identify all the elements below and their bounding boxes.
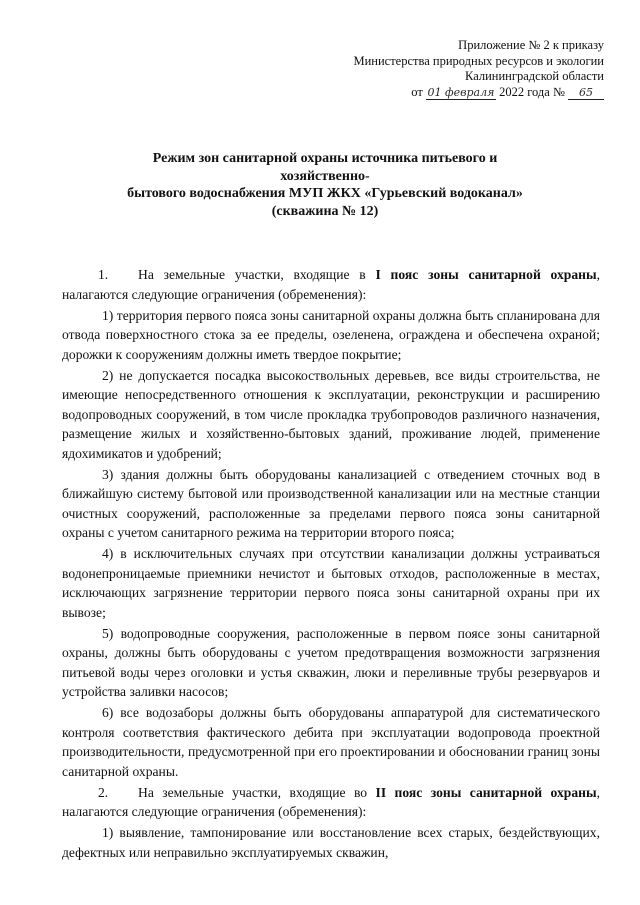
belt-2-emphasis: II пояс зоны санитарной охраны [375,784,597,800]
section-2-intro [62,783,600,822]
restriction-item: 3) здания должны быть оборудованы канализацией с отведением сточных вод в ближайшую систему бытовой или производственной канализации или на местные станции очистных сооружений, расположенные за пределами первого пояса зоны санитарной охраны с учетом санитарного режима на территории второго пояса; [62,466,600,540]
appendix-line: Приложение № 2 к приказу [458,38,604,52]
date-prefix: от [411,84,423,99]
region-line: Калининградской области [465,69,604,83]
order-date-line [304,85,604,101]
title-line: Режим зон санитарной охраны источника питьевого и хозяйственно- [152,151,498,184]
document-body [62,265,600,864]
section-text-start: На земельные участки, входящие во [138,784,376,800]
title-line: (скважина № 12) [271,203,379,219]
section-number: 2. [98,784,109,800]
section-number: 1. [98,267,109,282]
document-title [110,150,540,220]
section-text-end: , налагаются следующие ограничения (обременения): [62,784,600,819]
order-appendix-header [304,38,604,100]
section-1-intro [62,265,600,304]
title-line: бытового водоснабжения МУП ЖКХ «Гурьевский водоканал» [127,186,523,201]
ministry-line: Министерства природных ресурсов и экологии [353,53,604,68]
restriction-item: 6) все водозаборы должны быть оборудованы аппаратурой для систематического контроля соответствия фактического дебита при эксплуатации водопровода проектной производительности, предусмотренной при его проектировании и обосновании границ зоны санитарной охраны. [62,705,600,779]
belt-1-emphasis: I пояс зоны санитарной охраны [375,267,597,282]
section-text-end: , налагаются следующие ограничения (обременения): [62,267,600,302]
restriction-item: 4) в исключительных случаях при отсутствии канализации должны устраиваться водонепроницаемые приемники нечистот и бытовых отходов, расположенные в местах, исключающих загрязнение территории первого пояса зоны санитарной охраны при их вывозе; [62,546,600,620]
restriction-item: 2) не допускается посадка высокоствольных деревьев, все виды строительства, не имеющие непосредственного отношения к эксплуатации, реконструкции и расширению водопроводных сооружений, в том числе прокладка трубопроводов различного назначения, размещение жилых и хозяйственно-бытовых зданий, проживание людей, применение ядохимикатов и удобрений; [62,367,600,461]
restriction-item: 1) выявление, тампонирование или восстановление всех старых, бездействующих, дефектных или неправильно эксплуатируемых скважин, [62,825,600,860]
section-text-start: На земельные участки, входящие в [138,267,376,282]
handwritten-order-number: 65 [568,86,604,100]
year-number-label: 2022 года № [499,84,565,99]
restriction-item: 1) территория первого пояса зоны санитарной охраны должна быть спланирована для отвода поверхностного стока за ее пределы, озеленена, ограждена и обеспечена охраной; дорожки к сооружениям должны иметь твердое покрытие; [62,307,600,362]
restriction-item: 5) водопроводные сооружения, расположенные в первом поясе зоны санитарной охраны, должны быть оборудованы с учетом предотвращения возможности загрязнения питьевой воды через оголовки и устья скважин, люки и переливные трубы резервуаров и устройства заливки насосов; [62,625,600,699]
handwritten-date: 01 февраля [427,85,495,99]
